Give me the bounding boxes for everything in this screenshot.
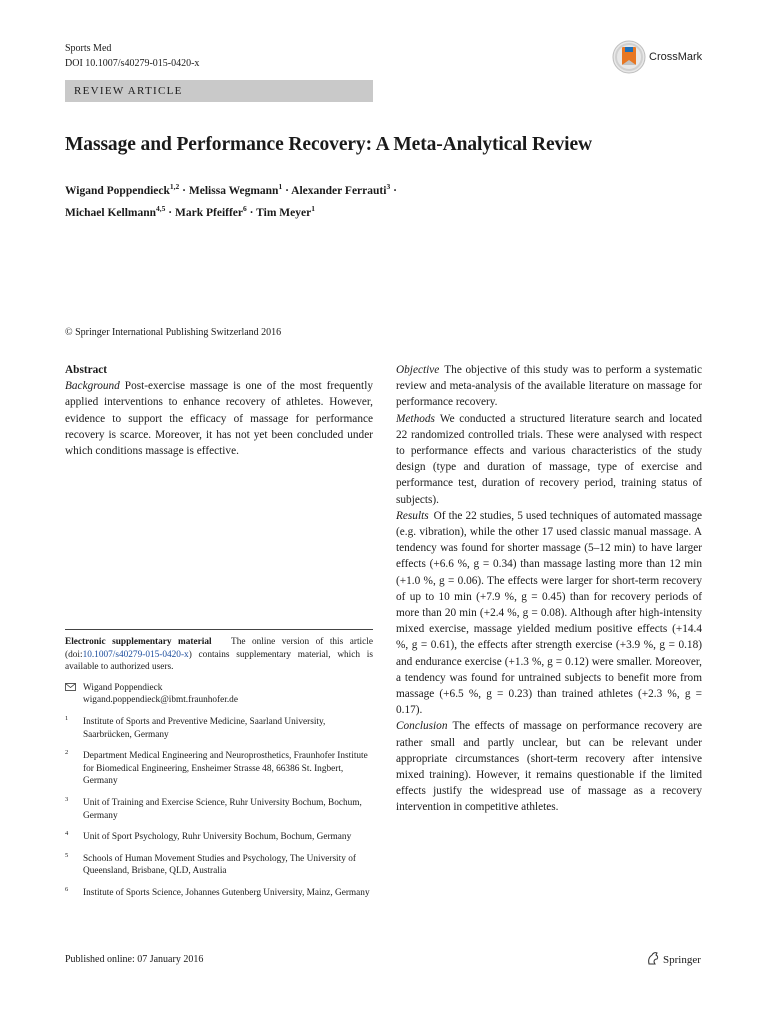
author-affiliation-sup: 6 [243, 203, 247, 213]
journal-header [65, 41, 199, 71]
affiliation [65, 887, 373, 900]
crossmark-label: CrossMark [649, 51, 703, 63]
copyright-notice: © Springer International Publishing Switzerland 2016 [65, 327, 282, 338]
crossmark-badge[interactable] [612, 40, 717, 76]
affiliation [65, 750, 373, 788]
abstract-results [396, 508, 702, 719]
affiliation-number: 1 [65, 714, 69, 722]
published-date: Published online: 07 January 2016 [65, 954, 204, 965]
supplementary-text-after: ) contains supplementary material, which is available to authorized users. [65, 649, 373, 673]
affiliation-text: Department Medical Engineering and Neuroprosthetics, Fraunhofer Institute for Biomedical Engineering, Ensheimer Strasse 48, 66386 St. Ingbert, Germany [83, 751, 368, 787]
author-name: Tim Meyer [256, 206, 312, 219]
author-name: Melissa Wegmann [188, 184, 279, 197]
affiliation [65, 716, 373, 741]
affiliation-text: Institute of Sports and Preventive Medicine, Saarland University, Saarbrücken, Germany [83, 716, 326, 740]
results-label: Results [396, 509, 429, 522]
contact-email[interactable]: wigand.poppendieck@ibmt.fraunhofer.de [83, 695, 238, 706]
abstract-right-column [396, 362, 702, 816]
article-title: Massage and Performance Recovery: A Meta-Analytical Review [65, 134, 593, 155]
affiliation-number: 3 [65, 795, 69, 803]
author-affiliation-sup: 4,5 [156, 203, 166, 213]
supplementary-label: Electronic supplementary material [65, 637, 212, 647]
springer-horse-icon [646, 951, 660, 966]
author-name: Wigand Poppendieck [65, 184, 170, 197]
methods-text: We conducted a structured literature search and located 22 randomized controlled trials. These were analysed with respect to performance effects and various characteristics of the study design (type and duration of massage, type of exercise and performance test, duration of recovery period, training status of subjects). [396, 412, 702, 506]
footnote-divider [65, 629, 373, 630]
affiliation [65, 797, 373, 822]
methods-label: Methods [396, 412, 435, 425]
author-affiliation-sup: 1 [278, 182, 283, 191]
conclusion-text: The effects of massage on performance recovery are rather small and partly unclear, but can be relevant under appropriate circumstances (short-term recovery after intensive mixed training). However, it remains questionable if the limited effects justify the widespread use of massage as a recovery intervention in competitive athletes. [396, 720, 702, 814]
affiliation-number: 2 [65, 749, 69, 757]
author-name: Mark Pfeiffer [175, 206, 244, 219]
article-type-banner: REVIEW ARTICLE [65, 80, 373, 102]
abstract-left-column [65, 362, 373, 459]
crossmark-icon [612, 40, 646, 74]
abstract-methods [396, 411, 702, 508]
supplementary-doi-link[interactable]: 10.1007/s40279-015-0420-x [82, 649, 189, 660]
corresponding-author [65, 682, 373, 707]
journal-name: Sports Med [65, 43, 112, 54]
affiliation-text: Schools of Human Movement Studies and Psychology, The University of Queensland, Brisbane, QLD, Australia [83, 853, 356, 877]
author-affiliation-sup: 1 [311, 203, 315, 213]
affiliation-number: 6 [65, 885, 69, 893]
background-text: Post-exercise massage is one of the most frequently applied interventions to enhance recovery of athletes. However, evidence to support the efficacy of massage for performance recovery is scarce. Moreover, it has not yet been concluded under which conditions massage is effective. [65, 380, 373, 458]
abstract-heading: Abstract [65, 364, 108, 376]
author-name: Michael Kellmann [65, 206, 157, 219]
objective-label: Objective [396, 364, 440, 376]
objective-text: The objective of this study was to perform a systematic review and meta-analysis of the available literature on massage for performance recovery. [396, 364, 702, 409]
results-text: Of the 22 studies, 5 used techniques of automated massage (e.g. vibration), while the other 17 used classic manual massage. A tendency was found for shorter massage (5–12 min) to have larger effects (+6.6 %, g = 0.34) than massage lasting more than 12 min (+1.0 %, g = 0.06). The effects were larger for short-term recovery of up to 10 min (+7.9 %, g = 0.45) than for recovery periods of more than 20 min (+2.4 %, g = 0.08). Although after high-intensity mixed exercise, massage yielded medium positive effects (+14.4 %, g = 0.61), the effects after strength exercise (+3.9 %, g = 0.18) and endurance exercise (+1.3 %, g = 0.12) were smaller. Moreover, a tendency was found for untrained subjects to benefit more from massage (+6.5 %, g = 0.23) than trained athletes (+2.3 %, g = 0.17). [396, 509, 702, 717]
author-affiliation-sup: 3 [386, 182, 391, 191]
affiliation-number: 5 [65, 851, 69, 859]
affiliation-text: Institute of Sports Science, Johannes Gutenberg University, Mainz, Germany [83, 887, 370, 898]
affiliation-text: Unit of Sport Psychology, Ruhr University Bochum, Bochum, Germany [83, 832, 352, 843]
publisher-name: Springer [663, 954, 701, 966]
background-label: Background [65, 380, 120, 393]
author-name: Alexander Ferrauti [291, 184, 387, 197]
abstract-background [65, 378, 373, 459]
supplementary-note [65, 636, 373, 674]
affiliation-text: Unit of Training and Exercise Science, Ruhr University Bochum, Bochum, Germany [83, 797, 362, 821]
contact-name: Wigand Poppendieck [83, 682, 163, 693]
publisher-logo [646, 951, 701, 966]
affiliation [65, 853, 373, 878]
journal-doi: DOI 10.1007/s40279-015-0420-x [65, 58, 200, 69]
footnotes [65, 629, 373, 909]
abstract-objective [396, 362, 702, 411]
supplementary-text-before: The online version of this article (doi: [65, 637, 373, 660]
author-list: Wigand Poppendieck$^{1,2}$ · Melissa Wegmann$^1$ · Alexander Ferrauti$^3$ · Michael Kellmann$^{4,5}$ · Mark Pfeiffer$^6$ · Tim Meyer$^1$ [65, 182, 397, 219]
envelope-icon [65, 683, 76, 691]
affiliation-number: 4 [65, 830, 69, 838]
affiliation [65, 831, 373, 844]
conclusion-label: Conclusion [396, 720, 448, 733]
author-affiliation-sup: 1,2 [169, 182, 180, 191]
abstract-conclusion [396, 718, 702, 815]
